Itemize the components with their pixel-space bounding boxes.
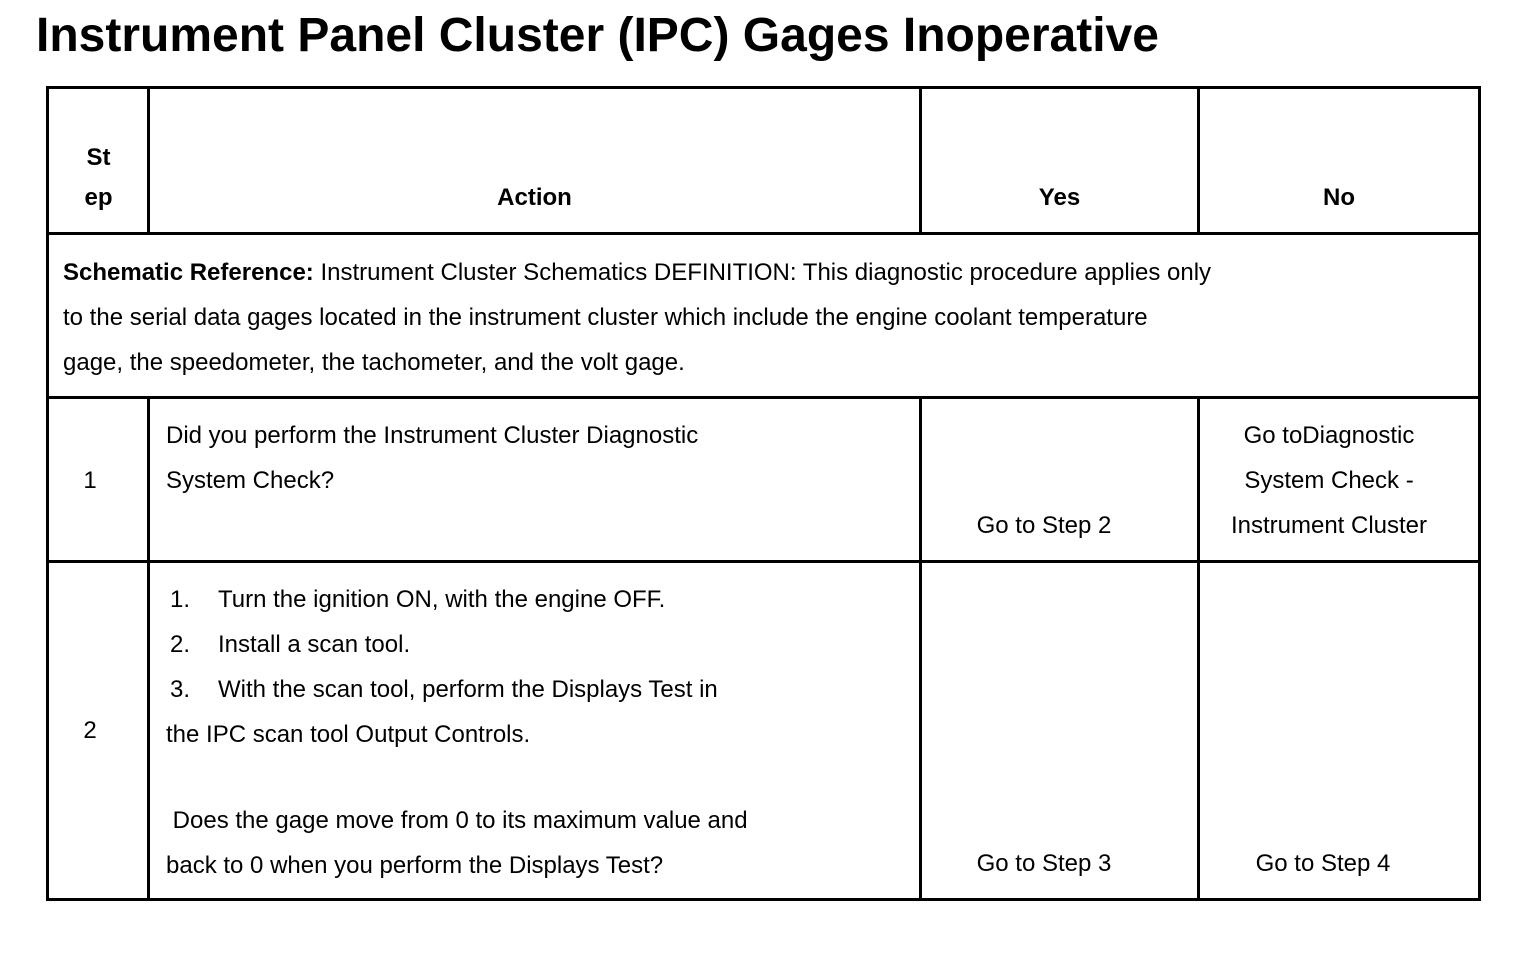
no-result-line: Instrument Cluster bbox=[1230, 512, 1428, 539]
action-list-text: Install a scan tool. bbox=[218, 631, 411, 658]
column-divider-step bbox=[147, 396, 150, 901]
action-line: the IPC scan tool Output Controls. bbox=[166, 721, 531, 748]
schematic-reference-text: Instrument Cluster Schematics DEFINITION: This diagnostic procedure applies only bbox=[313, 259, 1212, 286]
action-list-item bbox=[166, 622, 748, 667]
action-text bbox=[166, 413, 698, 503]
action-list-number: 2. bbox=[170, 631, 191, 658]
header-yes: Yes bbox=[1038, 184, 1081, 211]
action-list-text: With the scan tool, perform the Displays Test in bbox=[218, 676, 718, 703]
question-line: Does the gage move from 0 to its maximum value and bbox=[166, 807, 748, 834]
no-result-line: System Check - bbox=[1244, 467, 1414, 494]
schematic-reference-text: to the serial data gages located in the instrument cluster which include the engine coolant temperature bbox=[63, 304, 1148, 331]
step-number: 2 bbox=[83, 717, 97, 744]
action-list-number: 1. bbox=[170, 586, 191, 613]
no-result bbox=[1200, 413, 1458, 548]
header-step-line1: St bbox=[86, 144, 111, 171]
header-step-line2: ep bbox=[84, 184, 113, 211]
action-line: System Check? bbox=[166, 467, 335, 494]
action-list-number: 3. bbox=[170, 676, 191, 703]
no-result-line: Go toDiagnostic bbox=[1243, 422, 1415, 449]
header-step bbox=[50, 138, 147, 218]
step-number: 1 bbox=[83, 467, 97, 494]
row1-divider bbox=[46, 560, 1481, 563]
no-result: Go to Step 4 bbox=[1255, 850, 1391, 877]
reference-divider bbox=[46, 396, 1481, 399]
schematic-reference bbox=[63, 250, 1463, 385]
header-no: No bbox=[1323, 184, 1355, 211]
header-divider bbox=[46, 232, 1481, 235]
schematic-reference-text: gage, the speedometer, the tachometer, and the volt gage. bbox=[63, 349, 685, 376]
action-line: Did you perform the Instrument Cluster Diagnostic bbox=[166, 422, 699, 449]
action-text bbox=[166, 577, 748, 888]
question-line: back to 0 when you perform the Displays Test? bbox=[166, 852, 664, 879]
action-list-text: Turn the ignition ON, with the engine OFF. bbox=[218, 586, 666, 613]
yes-result: Go to Step 3 bbox=[976, 850, 1112, 877]
action-list-item bbox=[166, 577, 748, 622]
column-divider-action bbox=[919, 396, 922, 901]
header-action: Action bbox=[497, 184, 572, 211]
yes-result: Go to Step 2 bbox=[976, 512, 1112, 539]
page-title: Instrument Panel Cluster (IPC) Gages Inoperative bbox=[36, 9, 1159, 62]
schematic-reference-label: Schematic Reference: bbox=[63, 259, 314, 286]
action-list-item bbox=[166, 667, 748, 712]
